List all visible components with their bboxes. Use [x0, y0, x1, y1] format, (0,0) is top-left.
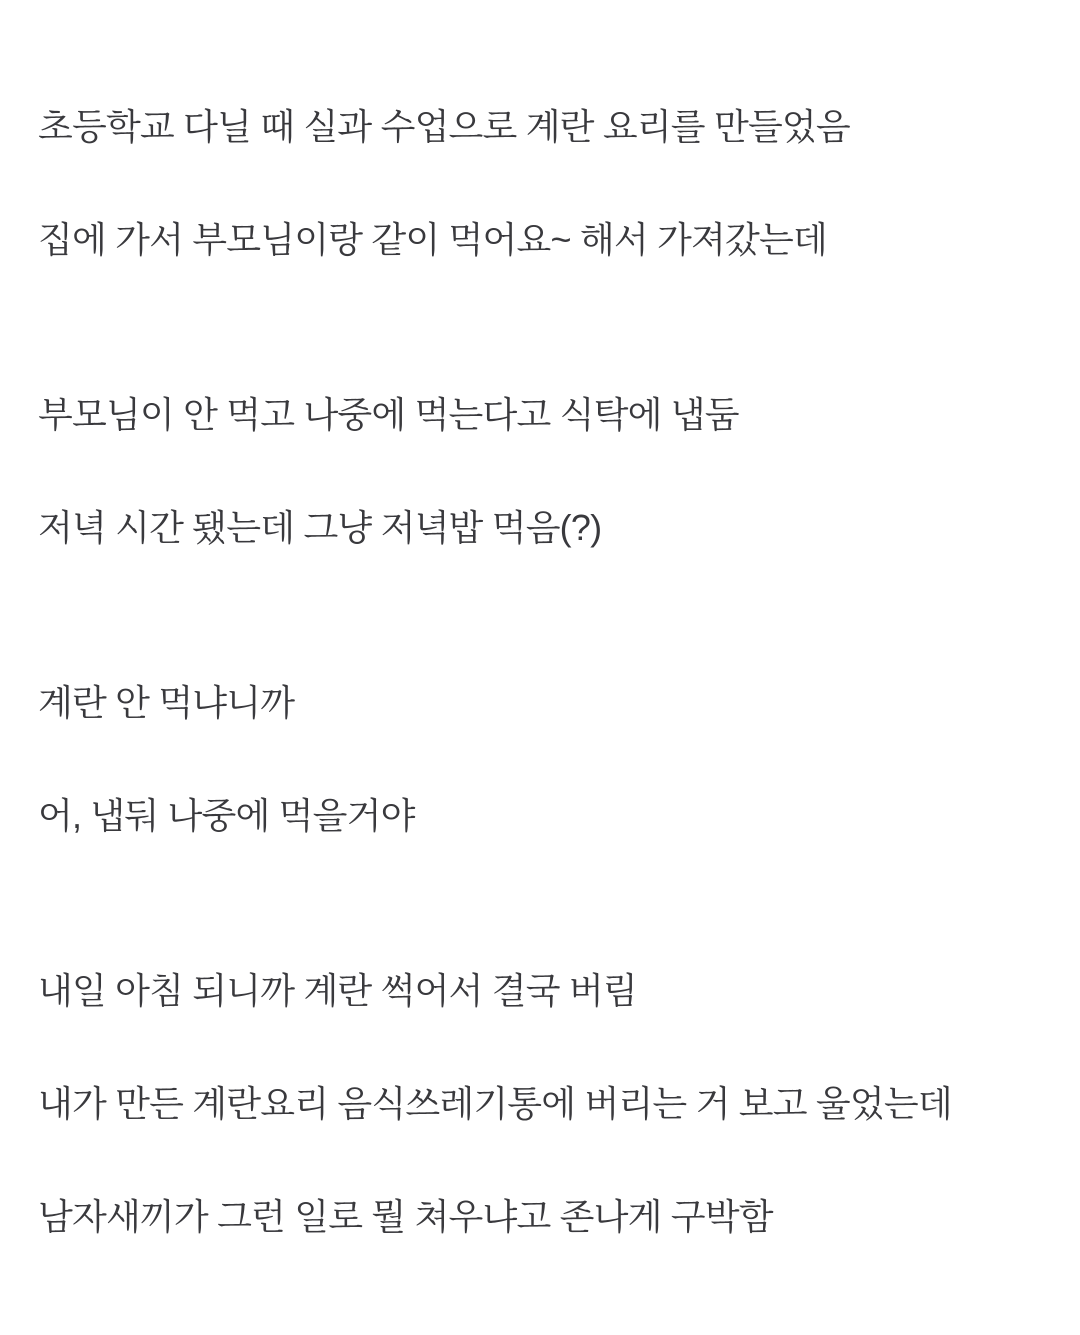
paragraph-group	[38, 358, 1040, 584]
paragraph-group	[38, 70, 1040, 296]
text-line: 초등학교 다닐 때 실과 수업으로 계란 요리를 만들었음	[38, 106, 850, 147]
text-line: 계란 안 먹냐니까	[38, 682, 295, 723]
text-line: 내가 만든 계란요리 음식쓰레기통에 버리는 거 보고 울었는데	[38, 1083, 952, 1124]
text-line: 내일 아침 되니까 계란 썩어서 결국 버림	[38, 970, 637, 1011]
paragraph-group	[38, 934, 1040, 1273]
paragraph-group	[38, 646, 1040, 872]
text-line: 부모님이 안 먹고 나중에 먹는다고 식탁에 냅둠	[38, 394, 739, 435]
text-line: 집에 가서 부모님이랑 같이 먹어요~ 해서 가져갔는데	[38, 219, 827, 260]
text-line: 어, 냅둬 나중에 먹을거야	[38, 795, 415, 836]
text-line: 저녁 시간 됐는데 그냥 저녁밥 먹음(?)	[38, 507, 602, 548]
text-line: 남자새끼가 그런 일로 뭘 쳐우냐고 존나게 구박함	[38, 1196, 773, 1237]
